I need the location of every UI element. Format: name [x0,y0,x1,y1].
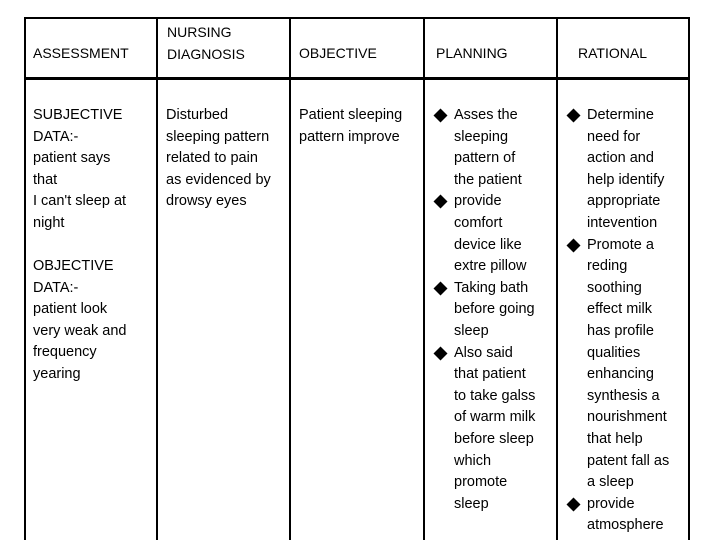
planning-list [433,105,535,515]
diagnosis-line: drowsy eyes [166,193,247,210]
planning-line: of warm milk [454,409,536,426]
planning-line: sleeping [454,128,509,145]
objective-line: Patient sleeping [299,107,403,123]
rational-line: need for [587,128,641,145]
assessment-line: OBJECTIVE [33,258,114,274]
rational-item [566,494,669,537]
objective-text [299,105,402,148]
diamond-bullet-icon [433,194,448,209]
column-divider [289,17,291,540]
planning-line: before sleep [454,430,534,447]
rational-line: enhancing [587,366,654,383]
header-nursing-diagnosis [167,22,245,65]
rational-line: a sleep [587,474,634,491]
header-divider [24,77,690,80]
planning-item [433,343,535,516]
planning-line: device like [454,236,522,253]
planning-item [433,191,535,277]
rational-line: nourishment [587,409,667,426]
rational-line: atmosphere [587,517,664,534]
rational-line: effect milk [587,301,653,318]
column-divider [156,17,158,540]
rational-line: help identify [587,171,665,188]
planning-line: promote [454,474,508,491]
rational-line: action and [587,150,654,167]
rational-line: has profile [587,322,654,339]
header-diagnosis-line: DIAGNOSIS [167,45,245,62]
column-divider [423,17,425,540]
assessment-line: night [33,214,65,231]
assessment-line: DATA:- [33,128,79,145]
diagnosis-line: Disturbed [166,107,229,123]
rational-line: Determine [587,107,654,123]
planning-item [433,105,535,191]
planning-line: before going [454,301,535,318]
assessment-line: very weak and [33,322,127,339]
assessment-line: that [33,171,58,188]
diamond-bullet-icon [566,497,581,512]
planning-line: which [454,452,492,469]
assessment-line: patient look [33,301,108,318]
rational-line: intevention [587,214,658,231]
diamond-bullet-icon [566,238,581,253]
header-diagnosis-line: NURSING [167,24,232,40]
rational-line: reding [587,258,628,275]
rational-line: soothing [587,279,642,296]
planning-line: sleep [454,322,489,339]
planning-line: sleep [454,495,489,512]
diamond-bullet-icon [433,108,448,123]
rational-line: appropriate [587,193,661,210]
rational-line: provide [587,495,635,512]
rational-item [566,105,669,235]
diagnosis-line: related to pain [166,150,258,167]
planning-line: to take galss [454,387,536,404]
assessment-line: yearing [33,365,81,382]
header-assessment: ASSESSMENT [33,45,129,61]
assessment-objective [33,256,127,386]
planning-line: comfort [454,214,503,231]
nursing-diagnosis-text [166,105,271,213]
planning-line: pattern of [454,150,516,167]
planning-line: that patient [454,366,526,383]
planning-line: the patient [454,171,522,188]
planning-line: Taking bath [454,279,529,296]
assessment-line: SUBJECTIVE [33,107,123,123]
planning-line: extre pillow [454,258,527,275]
assessment-line: patient says [33,150,111,167]
diagnosis-line: as evidenced by [166,171,271,188]
column-divider [556,17,558,540]
rational-line: patent fall as [587,452,670,469]
rational-list [566,105,669,537]
header-planning: PLANNING [436,45,508,61]
diamond-bullet-icon [433,346,448,361]
rational-line: qualities [587,344,641,361]
planning-line: Asses the [454,107,518,123]
rational-line: that help [587,430,643,447]
planning-line: Also said [454,344,513,361]
planning-line: provide [454,193,502,210]
assessment-line: frequency [33,344,97,361]
diagnosis-line: sleeping pattern [166,128,270,145]
objective-line: pattern improve [299,128,400,145]
planning-item [433,278,535,343]
diamond-bullet-icon [433,281,448,296]
diamond-bullet-icon [566,108,581,123]
rational-item [566,235,669,494]
assessment-line: DATA:- [33,279,79,296]
rational-line: synthesis a [587,387,660,404]
assessment-line: I can't sleep at [33,193,127,210]
assessment-subjective [33,105,126,235]
rational-line: Promote a [587,236,654,253]
header-objective: OBJECTIVE [299,45,377,61]
header-rational: RATIONAL [578,45,647,61]
